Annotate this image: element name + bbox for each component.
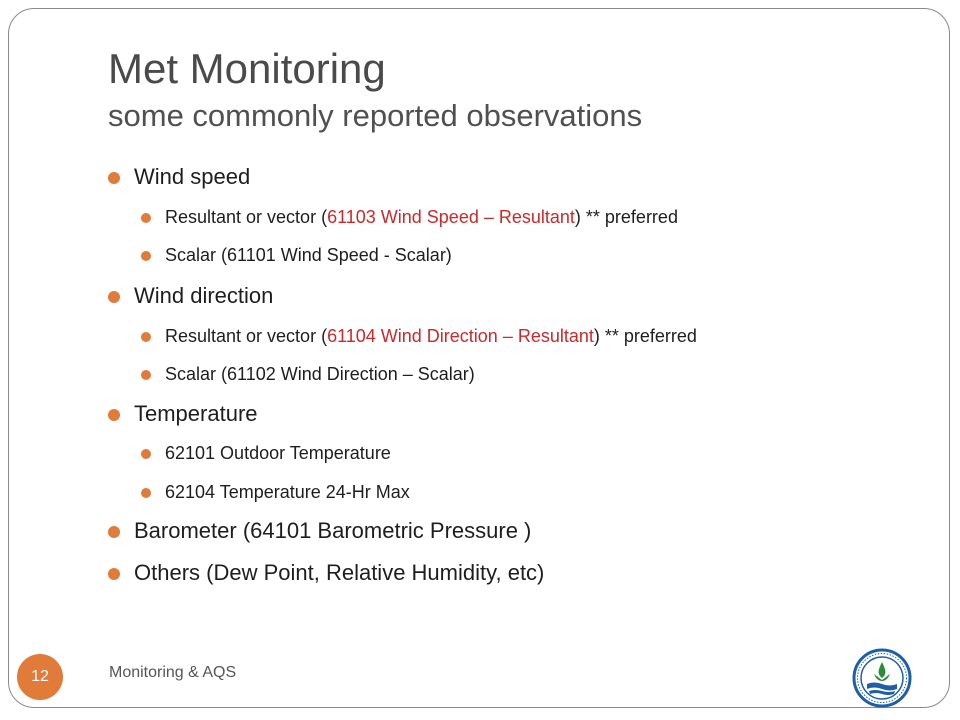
bullet-label: Temperature xyxy=(134,401,258,426)
bullet-others xyxy=(134,560,544,586)
slide-number: 12 xyxy=(31,668,49,685)
bullet-wind-speed-resultant xyxy=(165,207,678,228)
bullet-dot xyxy=(108,526,120,538)
bullet-dot xyxy=(141,332,151,342)
bullet-barometer xyxy=(134,518,531,544)
bullet-label: Scalar (61102 Wind Direction – Scalar) xyxy=(165,364,475,384)
bullet-dot xyxy=(141,213,151,223)
bullet-label: Barometer (64101 Barometric Pressure ) xyxy=(134,518,532,543)
bullet-temperature xyxy=(134,401,258,427)
bullet-text-pre: Resultant or vector ( xyxy=(165,207,328,227)
bullet-code-highlight: 61103 Wind Speed – Resultant xyxy=(327,207,575,227)
bullet-wind-speed-scalar xyxy=(165,245,452,266)
bullet-dot xyxy=(141,370,151,380)
bullet-label: Others (Dew Point, Relative Humidity, etc) xyxy=(134,560,545,585)
bullet-wind-speed xyxy=(134,164,250,190)
slide-number-badge xyxy=(17,654,63,700)
bullet-label: 62101 Outdoor Temperature xyxy=(165,443,391,463)
bullet-label: Wind speed xyxy=(134,164,251,189)
bullet-dot xyxy=(108,409,120,421)
bullet-label: 62104 Temperature 24-Hr Max xyxy=(165,482,410,502)
bullet-temperature-outdoor xyxy=(165,443,391,464)
slide-title: Met Monitoring xyxy=(108,45,386,92)
bullet-wind-direction xyxy=(134,283,273,309)
bullet-label: Scalar (61101 Wind Speed - Scalar) xyxy=(165,245,452,265)
footer-text: Monitoring & AQS xyxy=(109,664,237,681)
bullet-text-post: ) ** preferred xyxy=(593,326,697,346)
epa-seal-icon xyxy=(852,648,912,708)
bullet-code-highlight: 61104 Wind Direction – Resultant xyxy=(327,326,594,346)
bullet-dot xyxy=(108,172,120,184)
bullet-dot xyxy=(108,291,120,303)
bullet-text-pre: Resultant or vector ( xyxy=(165,326,328,346)
bullet-wind-direction-resultant xyxy=(165,326,697,347)
bullet-label: Wind direction xyxy=(134,283,274,308)
slide-subtitle: some commonly reported observations xyxy=(108,98,643,133)
bullet-dot xyxy=(141,449,151,459)
bullet-text-post: ) ** preferred xyxy=(574,207,678,227)
bullet-wind-direction-scalar xyxy=(165,364,475,385)
bullet-dot xyxy=(141,488,151,498)
bullet-dot xyxy=(141,251,151,261)
bullet-temperature-max xyxy=(165,482,410,503)
bullet-dot xyxy=(108,568,120,580)
